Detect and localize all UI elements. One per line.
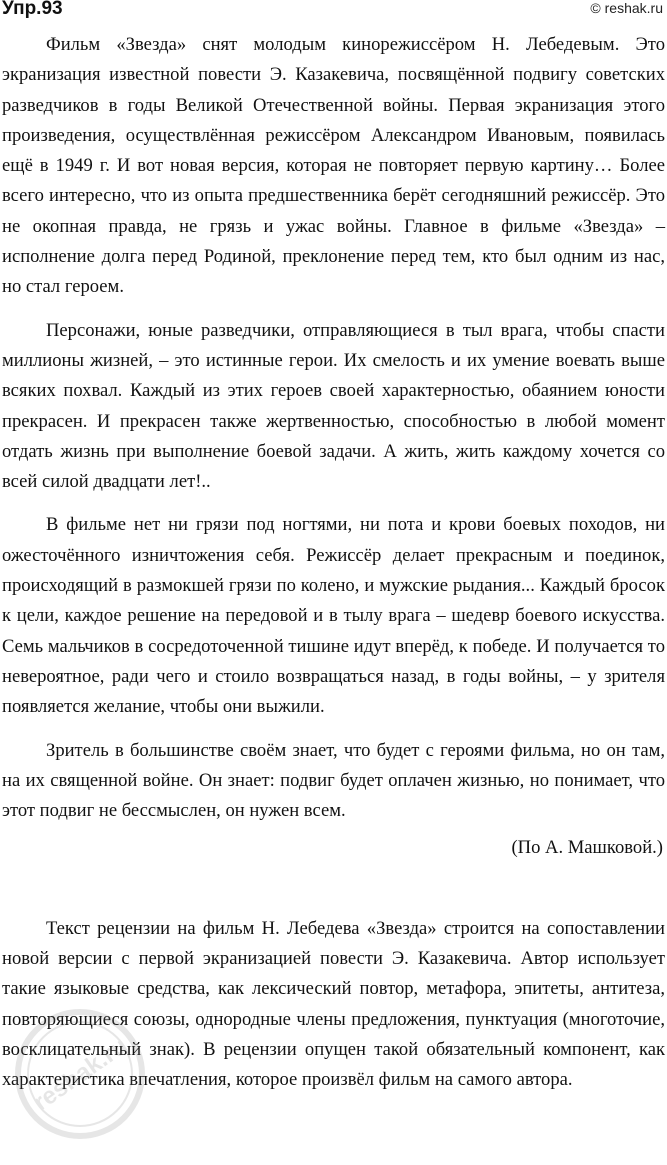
svg-text:reshak.ru: reshak.ru	[28, 1032, 133, 1117]
review-text	[2, 30, 665, 864]
answer-block	[2, 914, 665, 1095]
review-paragraph-3: В фильме нет ни грязи под ногтями, ни пота и крови боевых походов, ни ожесточённого изничтожения себя. Режиссёр делает прекрасным и поединок, происходящий в размокшей грязи по колено, и мужские рыдания... Каждый бросок к цели, каждое решение на передовой и в тылу врага – шедевр боевого искусства. Семь мальчиков в сосредоточенной тишине идут вперёд, к победе. И получается то невероятное, ради чего и стоило возвращаться назад, в годы войны, – у зрителя появляется желание, чтобы они выжили.	[2, 514, 665, 718]
header	[2, 0, 665, 22]
answer-text: Текст рецензии на фильм Н. Лебедева «Звезда» строится на сопоставлении новой версии с первой экранизацией повести Э. Казакевича. Автор использует такие языковые средства, как лексический повтор, метафора, эпитеты, антитеза, повторяющиеся союзы, однородные члены предложения, пунктуация (многоточие, восклицательный знак). В рецензии опущен такой обязательный компонент, как характеристика впечатления, которое произвёл фильм на самого автора.	[2, 918, 665, 1091]
review-signature: (По А. Машковой.)	[511, 837, 663, 859]
review-paragraph-2: Персонажи, юные разведчики, отправляющиеся в тыл врага, чтобы спасти миллионы жизней, – это истинные герои. Их смелость и их умение воевать выше всяких похвал. Каждый из этих героев своей характерностью, обаянием юности прекрасен. И прекрасен также жертвенностью, способностью в любой момент отдать жизнь при выполнение боевой задачи. А жить, жить каждому хочется со всей силой двадцати лет!..	[2, 319, 665, 493]
review-paragraph-1: Фильм «Звезда» снят молодым кинорежиссёром Н. Лебедевым. Это экранизация известной повести Э. Казакевича, посвящённой подвигу советских разведчиков в годы Великой Отечественной войны. Первая экранизация этого произведения, осуществлённая режиссёром Александром Ивановым, появилась ещё в 1949 г. И вот новая версия, которая не повторяет первую картину… Более всего интересно, что из опыта предшественника берёт сегодняшний режиссёр. Это не окопная правда, не грязь и ужас войны. Главное в фильме «Звезда» – исполнение долга перед Родиной, преклонение перед тем, кто был одним из нас, но стал героем.	[2, 34, 665, 298]
exercise-title: Упр.93	[2, 0, 63, 19]
site-copyright: © reshak.ru	[590, 0, 663, 16]
review-paragraph-4: Зритель в большинстве своём знает, что будет с героями фильма, но он там, на их священной войне. Он знает: подвиг будет оплачен жизнью, но понимает, что этот подвиг не бессмыслен, он нужен всем.	[2, 739, 665, 822]
